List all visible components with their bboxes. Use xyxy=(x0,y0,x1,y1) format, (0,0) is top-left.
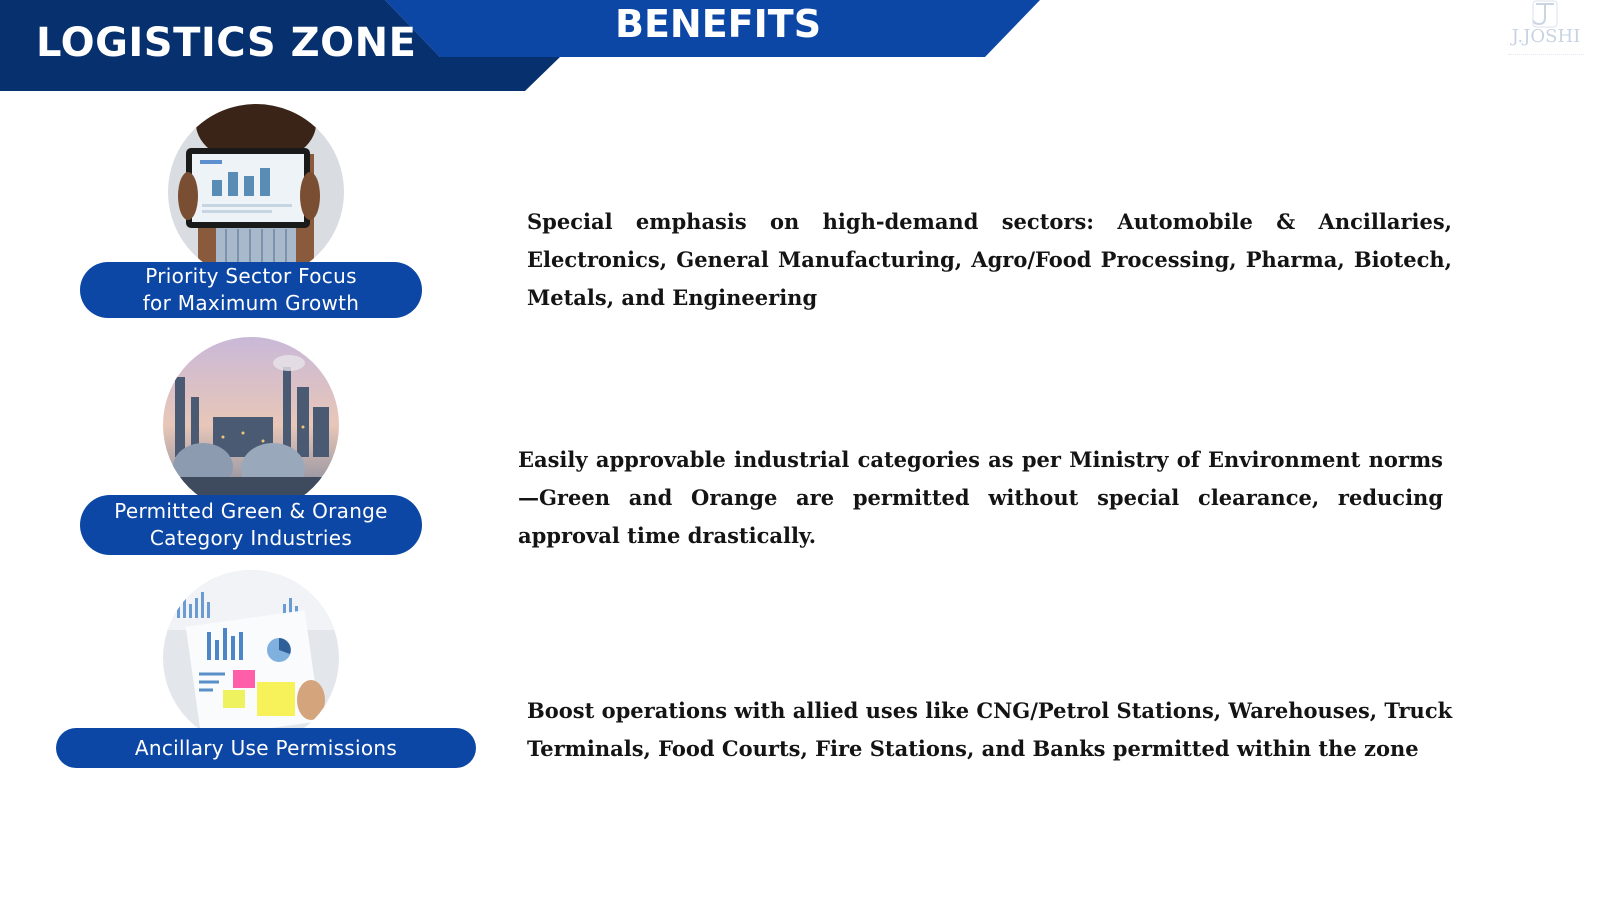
charts-documents-photo-icon xyxy=(163,570,339,746)
industrial-plant-photo-icon xyxy=(163,337,339,513)
benefit-label-text: Priority Sector Focus for Maximum Growth xyxy=(142,264,360,315)
section-title: BENEFITS xyxy=(615,2,822,46)
logo-tagline-line xyxy=(1508,54,1584,58)
benefit-label-text: Ancillary Use Permissions xyxy=(134,735,398,760)
benefit-label-priority-sector xyxy=(80,262,422,318)
benefit-label-ancillary-use xyxy=(56,728,476,768)
header-banner xyxy=(0,0,1600,100)
zone-title: LOGISTICS ZONE xyxy=(36,20,417,66)
benefit-label-green-orange xyxy=(80,495,422,555)
tablet-chart-photo-icon xyxy=(168,104,344,280)
logo-text: J.JOSHI xyxy=(1511,26,1581,47)
benefit-label-text: Permitted Green & Orange Category Industries xyxy=(114,499,388,550)
benefit-description-green-orange: Easily approvable industrial categories as per Ministry of Environment norms—Green and Orange are permitted without special clearance, reducing approval time drastically. xyxy=(518,447,1443,548)
benefit-description-ancillary-use: Boost operations with allied uses like CNG/Petrol Stations, Warehouses, Truck Terminals, Food Courts, Fire Stations, and Banks permitted within the zone xyxy=(527,698,1453,761)
brand-logo xyxy=(1500,0,1590,70)
benefit-description-priority-sector: Special emphasis on high-demand sectors: Automobile & Ancillaries, Electronics, General Manufacturing, Agro/Food Processing, Pharma, Biotech, Metals, and Engineering xyxy=(527,209,1452,310)
